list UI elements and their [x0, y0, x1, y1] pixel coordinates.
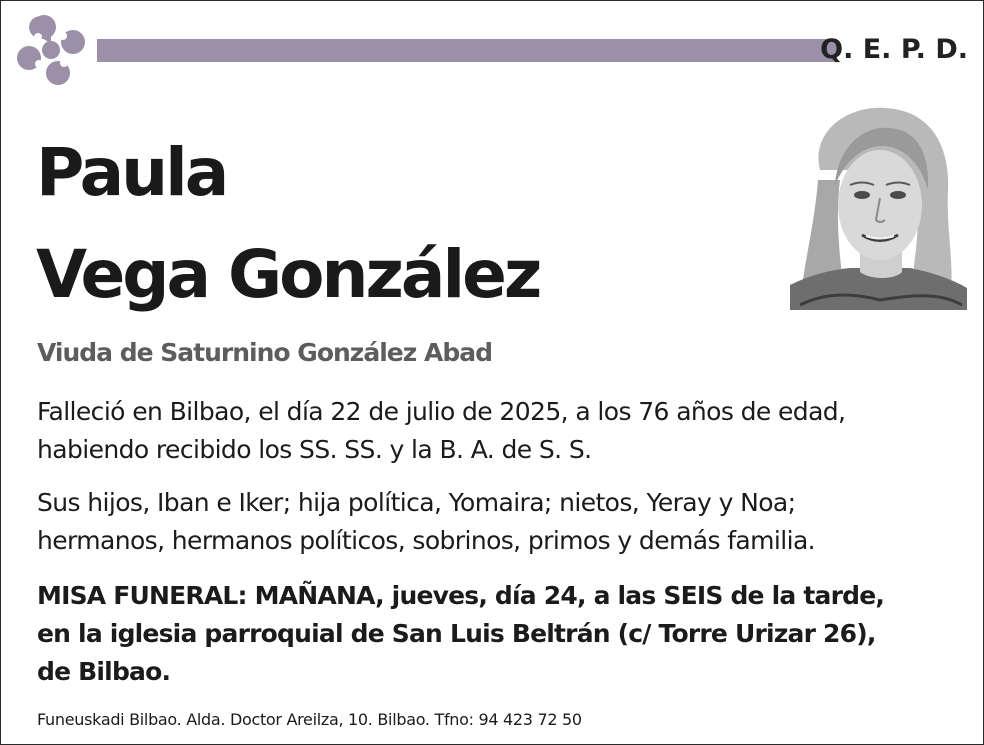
family-line: Sus hijos, Iban e Iker; hija política, Yomaira; nietos, Yeray y Noa; [37, 488, 796, 517]
header-bar [97, 39, 837, 62]
family-line: hermanos, hermanos políticos, sobrinos, primos y demás familia. [37, 526, 816, 555]
funeral-paragraph [37, 577, 884, 691]
funeral-line: de Bilbao. [37, 657, 171, 686]
death-line: Falleció en Bilbao, el día 22 de julio de 2025, a los 76 años de edad, [37, 397, 846, 426]
widow-of-line: Viuda de Saturnino González Abad [37, 338, 492, 367]
qepd-label: Q. E. P. D. [820, 34, 968, 65]
deceased-surnames: Vega González [36, 236, 540, 313]
death-line: habiendo recibido los SS. SS. y la B. A. de S. S. [37, 435, 592, 464]
portrait-photo [790, 100, 967, 310]
death-paragraph [37, 393, 845, 469]
funeral-line: en la iglesia parroquial de San Luis Beltrán (c/ Torre Urizar 26), [37, 619, 876, 648]
funeral-home-footer: Funeuskadi Bilbao. Alda. Doctor Areilza, 10. Bilbao. Tfno: 94 423 72 50 [37, 710, 582, 729]
deceased-first-name: Paula [36, 134, 227, 211]
family-paragraph [37, 484, 815, 560]
funeral-line: MISA FUNERAL: MAÑANA, jueves, día 24, a las SEIS de la tarde, [37, 581, 885, 610]
lauburu-icon [14, 12, 88, 88]
